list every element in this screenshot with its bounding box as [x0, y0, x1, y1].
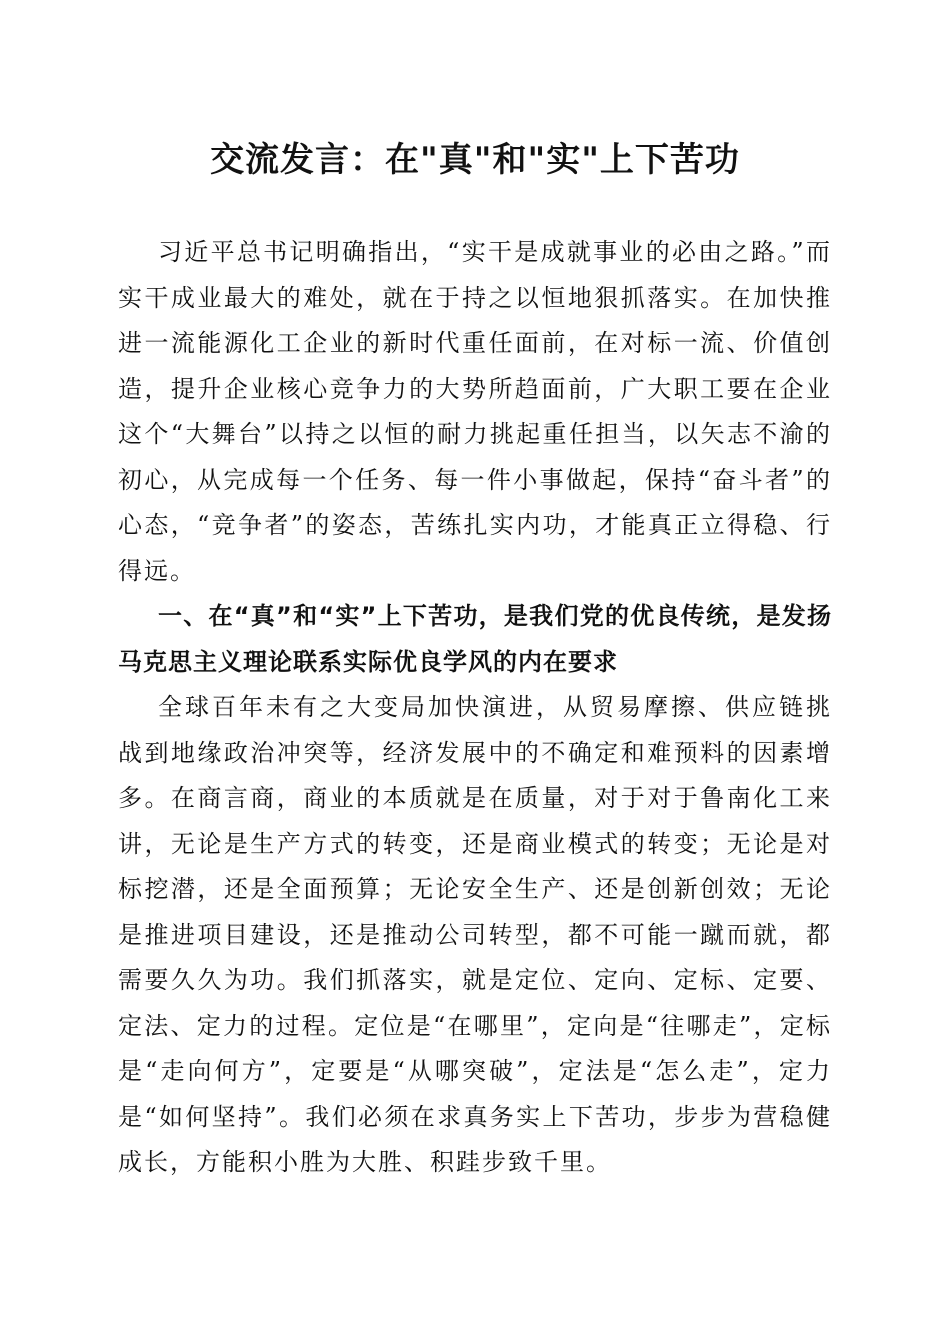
paragraph-section-1: 全球百年未有之大变局加快演进，从贸易摩擦、供应链挑战到地缘政治冲突等，经济发展中的不确定和难预料的因素增多。在商言商，商业的本质就是在质量，对于对于鲁南化工来讲，无论是生产方式的转变，还是商业模式的转变；无论是对标挖潜，还是全面预算；无论安全生产、还是创新创效；无论是推进项目建设，还是推动公司转型，都不可能一蹴而就，都需要久久为功。我们抓落实，就是定位、定向、定标、定要、定法、定力的过程。定位是“在哪里”，定向是“往哪走”，定标是“走向何方”，定要是“从哪突破”，定法是“怎么走”，定力是“如何坚持”。我们必须在求真务实上下苦功，步步为营稳健成长，方能积小胜为大胜、积跬步致千里。 — [118, 693, 832, 1176]
document-page — [118, 128, 832, 1186]
section-heading-1: 一、在“真”和“实”上下苦功，是我们党的优良传统，是发扬马克思主义理论联系实际优良学风的内在要求 — [118, 602, 832, 676]
document-title: 交流发言：在"真"和"实"上下苦功 — [210, 140, 740, 180]
document-body — [118, 230, 832, 1186]
paragraph-intro: 习近平总书记明确指出，“实干是成就事业的必由之路。”而实干成业最大的难处，就在于持之以恒地狠抓落实。在加快推进一流能源化工企业的新时代重任面前，在对标一流、价值创造，提升企业核心竞争力的大势所趋面前，广大职工要在企业这个“大舞台”以持之以恒的耐力挑起重任担当，以矢志不渝的初心，从完成每一个任务、每一件小事做起，保持“奋斗者”的心态，“竞争者”的姿态，苦练扎实内功，才能真正立得稳、行得远。 — [118, 238, 832, 585]
